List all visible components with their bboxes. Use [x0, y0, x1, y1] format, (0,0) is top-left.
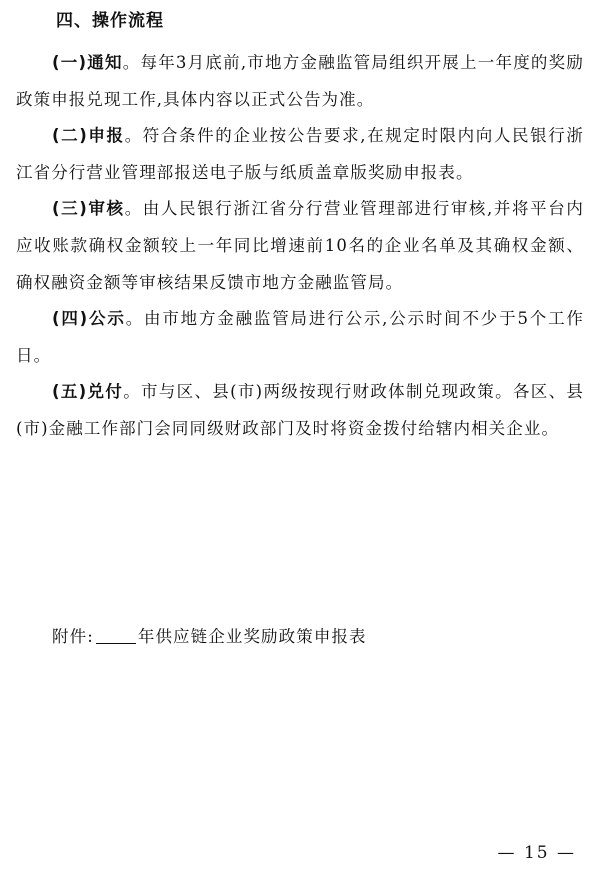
paragraph-lead: (三)审核: [52, 199, 125, 219]
page-number: — 15 —: [497, 843, 576, 863]
body-text: [16, 45, 584, 448]
paragraph-lead: (四)公示: [52, 309, 126, 329]
paragraph-text: 。市与区、县(市)两级按现行财政体制兑现政策。各区、县(市)金融工作部门会同同级财政部门及时将资金拨付给辖内相关企业。: [16, 382, 584, 438]
paragraph-text: 。由人民银行浙江省分行营业管理部进行审核,并将平台内应收账款确权金额较上一年同比增速前10名的企业名单及其确权金额、确权融资金额等审核结果反馈市地方金融监管局。: [16, 199, 584, 292]
year-blank: [96, 625, 136, 644]
attachment-title: 年供应链企业奖励政策申报表: [137, 627, 367, 646]
attachment-label: 附件:: [52, 627, 94, 646]
paragraph-text: 。由市地方金融监管局进行公示,公示时间不少于5个工作日。: [16, 309, 584, 365]
paragraph-review: [16, 191, 584, 301]
paragraph-lead: (一)通知: [52, 53, 123, 72]
paragraph-notification: [16, 45, 584, 118]
attachment-line: [52, 622, 367, 652]
paragraph-payment: [16, 374, 584, 447]
paragraph-text: 。每年3月底前,市地方金融监管局组织开展上一年度的奖励政策申报兑现工作,具体内容以正式公告为准。: [16, 53, 584, 109]
paragraph-application: [16, 118, 584, 191]
paragraph-publicity: [16, 301, 584, 374]
section-heading: 四、操作流程: [56, 11, 164, 31]
paragraph-text: 。符合条件的企业按公告要求,在规定时限内向人民银行浙江省分行营业管理部报送电子版与纸质盖章版奖励申报表。: [16, 126, 584, 182]
paragraph-lead: (五)兑付: [52, 382, 124, 402]
paragraph-lead: (二)申报: [52, 126, 125, 146]
